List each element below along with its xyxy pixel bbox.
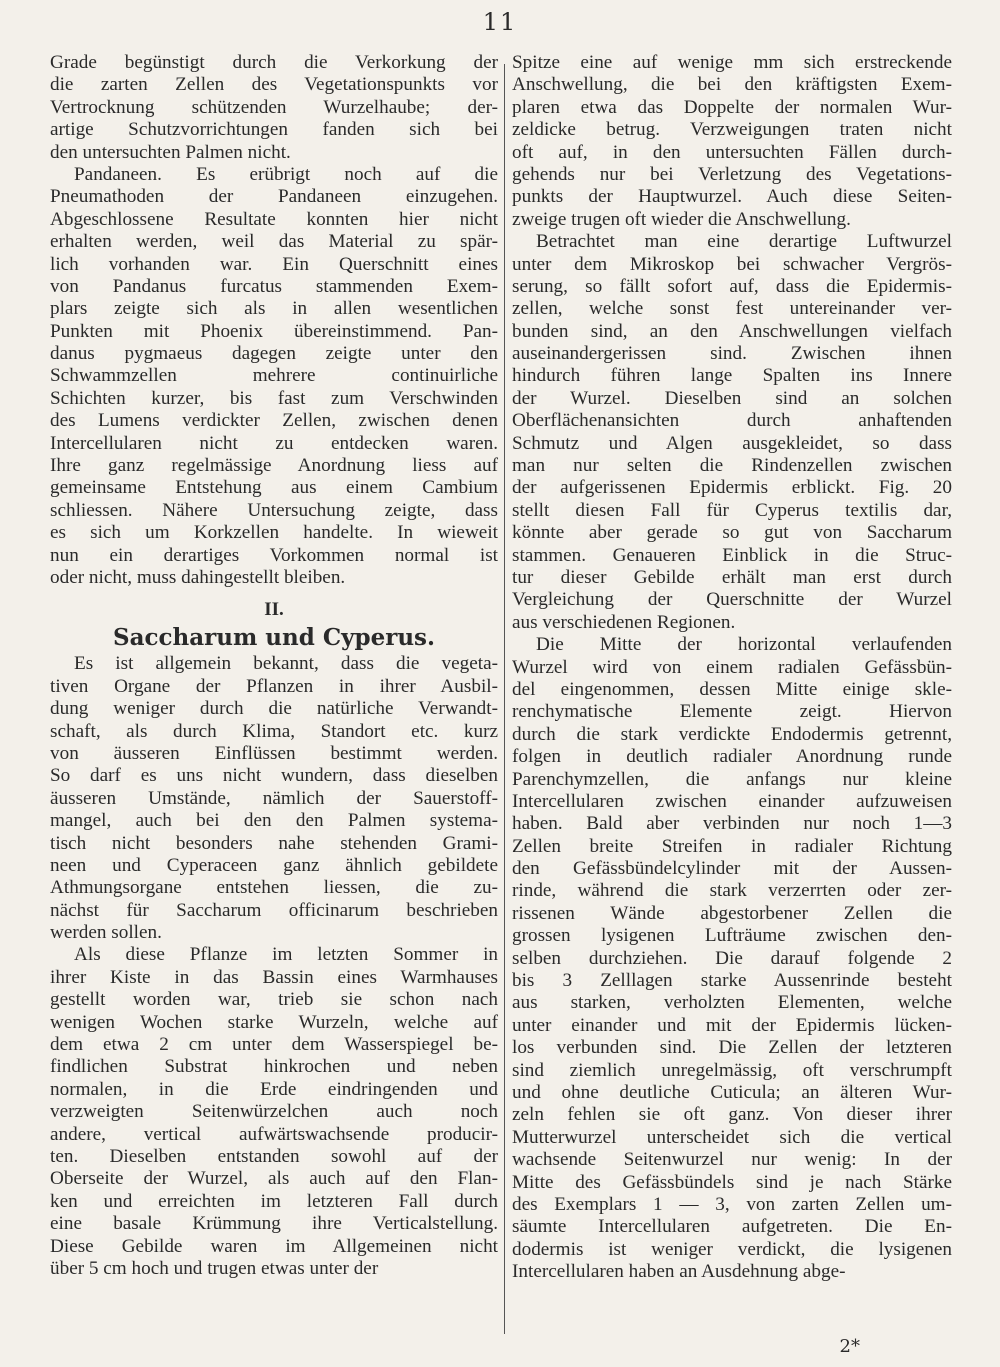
text-line: Pneumathoden der Pandaneen einzugehen. bbox=[50, 186, 498, 208]
text-line: man nur selten die Rindenzellen zwischen bbox=[512, 455, 952, 477]
text-line: serung, so fällt sofort auf, dass die Epidermis- bbox=[512, 275, 952, 297]
text-line: nächst für Saccharum officinarum beschrieben bbox=[50, 899, 498, 921]
text-line: dodermis ist weniger verdickt, die lysigenen bbox=[512, 1238, 952, 1260]
text-line: tur dieser Gebilde erhält man erst durch bbox=[512, 566, 952, 588]
text-line: wachsende Seitenwurzel nur wenig: In der bbox=[512, 1149, 952, 1171]
text-line: mangel, auch bei den den Palmen systema- bbox=[50, 810, 498, 832]
text-line: des Lumens verdickter Zellen, zwischen denen bbox=[50, 410, 498, 432]
text-line: wenigen Wochen starke Wurzeln, welche auf bbox=[50, 1011, 498, 1033]
text-line: artige Schutzvorrichtungen fanden sich bei bbox=[50, 119, 498, 141]
text-line: es sich um Korkzellen handelte. In wieweit bbox=[50, 522, 498, 544]
text-line: punkts der Hauptwurzel. Auch diese Seiten- bbox=[512, 186, 952, 208]
text-line: von äusseren Einflüssen bestimmt werden. bbox=[50, 742, 498, 764]
paragraph-cross-section bbox=[512, 634, 952, 1283]
text-line: dem etwa 2 cm unter dem Wasserspiegel be- bbox=[50, 1034, 498, 1056]
text-line: rissenen Wände abgestorbener Zellen die bbox=[512, 902, 952, 924]
text-line: von Pandanus furcatus stammenden Exem- bbox=[50, 275, 498, 297]
text-line: bunden sind, an den Anschwellungen vielfach bbox=[512, 320, 952, 342]
text-line: sind ziemlich unregelmässig, oft verschrumpft bbox=[512, 1059, 952, 1081]
text-line: plars zeigte sich als in allen wesentlichen bbox=[50, 298, 498, 320]
text-line: hindurch führen lange Spalten ins Innere bbox=[512, 365, 952, 387]
text-line: Mutterwurzel unterscheidet sich die vertical bbox=[512, 1126, 952, 1148]
text-line: der Wurzel. Dieselben sind an solchen bbox=[512, 387, 952, 409]
paragraph-saccharum bbox=[50, 944, 498, 1280]
text-line: unter dem Mikroskop bei schwacher Vergrös- bbox=[512, 253, 952, 275]
text-line: Vergleichung der Querschnitte der Wurzel bbox=[512, 589, 952, 611]
text-line: oder nicht, muss dahingestellt bleiben. bbox=[50, 566, 346, 588]
text-line: haben. Bald aber verbinden nur noch 1—3 bbox=[512, 813, 952, 835]
text-line: erhalten werden, weil das Material zu spär- bbox=[50, 231, 498, 253]
text-line: rinde, während die stark verzerrten oder zer- bbox=[512, 880, 952, 902]
text-line: aus verschiedenen Regionen. bbox=[512, 611, 736, 633]
text-line: Intercellularen haben an Ausdehnung abge- bbox=[512, 1261, 846, 1283]
text-line: neen und Cyperaceen ganz ähnlich gebildete bbox=[50, 854, 498, 876]
text-line: zweige trugen oft wieder die Anschwellung. bbox=[512, 208, 851, 230]
text-line: oft auf, in den untersuchten Fällen durch- bbox=[512, 141, 952, 163]
text-line: Betrachtet man eine derartige Luftwurzel bbox=[536, 231, 952, 253]
text-line: ten. Dieselben entstanden sowohl auf der bbox=[50, 1145, 498, 1167]
column-divider bbox=[504, 64, 505, 1334]
text-line: Zellen breite Streifen in radialer Richtung bbox=[512, 835, 952, 857]
text-line: der aufgerissenen Epidermis erblickt. Fig. 20 bbox=[512, 477, 952, 499]
text-line: gemeinsame Entstehung aus einem Cambium bbox=[50, 477, 498, 499]
text-line: So darf es uns nicht wundern, dass dieselben bbox=[50, 765, 498, 787]
text-line: danus pygmaeus dagegen zeigte unter den bbox=[50, 343, 498, 365]
page-number: 11 bbox=[482, 8, 518, 36]
text-line: ihrer Kiste in das Bassin eines Warmhauses bbox=[50, 966, 498, 988]
text-line: Vertrocknung schützenden Wurzelhaube; der- bbox=[50, 96, 498, 118]
text-line: stammen. Genaueren Einblick in die Struc- bbox=[512, 544, 952, 566]
text-line: selben durchziehen. Die darauf folgende 2 bbox=[512, 947, 952, 969]
text-line: gehends nur bei Verletzung des Vegetations- bbox=[512, 163, 952, 185]
text-line: Spitze eine auf wenige mm sich erstreckende bbox=[512, 52, 952, 73]
text-line: schaft, als durch Klima, Standort etc. kurz bbox=[50, 720, 498, 742]
text-line: findlichen Substrat hinkrochen und neben bbox=[50, 1056, 498, 1078]
text-line: Schwammzellen mehrere continuirliche bbox=[50, 365, 498, 387]
text-line: Ihre ganz regelmässige Anordnung liess auf bbox=[50, 455, 498, 477]
text-line: folgen in deutlich radialer Anordnung runde bbox=[512, 746, 952, 768]
signature-mark: 2* bbox=[839, 1336, 860, 1357]
text-line: Die Mitte der horizontal verlaufenden bbox=[536, 634, 952, 656]
text-line: Athmungsorgane entstehen liessen, die zu- bbox=[50, 877, 498, 899]
paragraph-introduction bbox=[50, 653, 498, 944]
text-line: tiven Organe der Pflanzen in ihrer Ausbil- bbox=[50, 675, 498, 697]
text-line: über 5 cm hoch und trugen etwas unter der bbox=[50, 1257, 379, 1279]
text-line: auseinandergerissen sind. Zwischen ihnen bbox=[512, 343, 952, 365]
text-line: unter einander und mit der Epidermis lücken- bbox=[512, 1014, 952, 1036]
text-line: aus starken, verholzten Elementen, welche bbox=[512, 992, 952, 1014]
text-line: ken und erreichten im letzteren Fall durch bbox=[50, 1190, 498, 1212]
text-line: Schichten kurzer, bis fast zum Verschwinden bbox=[50, 387, 498, 409]
text-line: los verbunden sind. Die Zellen der letzteren bbox=[512, 1037, 952, 1059]
section-title: Saccharum und Cyperus. bbox=[112, 624, 436, 652]
text-line: die zarten Zellen des Vegetationspunkts vor bbox=[50, 74, 498, 96]
text-line: äusseren Umstände, nämlich der Sauerstoff- bbox=[50, 787, 498, 809]
text-line: normalen, in die Erde eindringenden und bbox=[50, 1078, 498, 1100]
left-column bbox=[50, 52, 498, 1280]
text-line: Anschwellung, die bei den kräftigsten Exem- bbox=[512, 74, 952, 96]
text-line: des Exemplars 1 — 3, von zarten Zellen um- bbox=[512, 1193, 952, 1215]
text-line: Oberflächenansichten durch anhaftenden bbox=[512, 410, 952, 432]
text-line: stellt diesen Fall für Cyperus textilis dar, bbox=[512, 499, 952, 521]
text-line: Es ist allgemein bekannt, dass die vegeta- bbox=[74, 653, 498, 675]
text-line: eine basale Krümmung ihre Verticalstellung. bbox=[50, 1213, 498, 1235]
text-line: Schmutz und Algen ausgekleidet, so dass bbox=[512, 432, 952, 454]
text-line: renchymatische Elemente zeigt. Hiervon bbox=[512, 701, 952, 723]
text-line: werden sollen. bbox=[50, 922, 162, 944]
text-line: Oberseite der Wurzel, als auch auf den Flan- bbox=[50, 1168, 498, 1190]
text-line: gestellt worden war, trieb sie schon nach bbox=[50, 989, 498, 1011]
text-line: den Gefässbündelcylinder mit der Aussen- bbox=[512, 858, 952, 880]
text-line: zellen, welche sonst fest untereinander ver- bbox=[512, 298, 952, 320]
text-line: andere, vertical aufwärtswachsende producir- bbox=[50, 1123, 498, 1145]
text-line: Diese Gebilde waren im Allgemeinen nicht bbox=[50, 1235, 498, 1257]
text-line: Intercellularen nicht zu entdecken waren. bbox=[50, 432, 498, 454]
text-line: dung weniger durch die natürliche Verwandt- bbox=[50, 698, 498, 720]
text-line: Abgeschlossene Resultate konnten hier nicht bbox=[50, 208, 498, 230]
text-line: schliessen. Nähere Untersuchung zeigte, dass bbox=[50, 499, 498, 521]
text-line: Intercellularen zwischen einander aufzuweisen bbox=[512, 790, 952, 812]
text-line: tisch nicht besonders nahe stehenden Grami- bbox=[50, 832, 498, 854]
text-line: säumte Intercellularen aufgetreten. Die En- bbox=[512, 1216, 952, 1238]
text-line: Punkten mit Phoenix übereinstimmend. Pan- bbox=[50, 320, 498, 342]
text-line: durch die stark verdickte Endodermis getrennt, bbox=[512, 723, 952, 745]
text-line: verzweigten Seitenwürzelchen auch noch bbox=[50, 1101, 498, 1123]
right-column bbox=[512, 52, 952, 1283]
text-line: könnte aber gerade so gut von Saccharum bbox=[512, 522, 952, 544]
text-line: Parenchymzellen, die anfangs nur kleine bbox=[512, 768, 952, 790]
text-line: Als diese Pflanze im letzten Sommer in bbox=[74, 944, 498, 966]
section-number: II. bbox=[264, 599, 284, 621]
text-line: zeldicke betrug. Verzweigungen traten nicht bbox=[512, 119, 952, 141]
paragraph-microscope bbox=[512, 231, 952, 634]
text-line: del eingenommen, dessen Mitte einige skle- bbox=[512, 678, 952, 700]
text-line: zeln fehlen sie oft ganz. Von dieser ihrer bbox=[512, 1104, 952, 1126]
text-line: Pandaneen. Es erübrigt noch auf die bbox=[74, 163, 498, 185]
text-line: Grade begünstigt durch die Verkorkung der bbox=[50, 52, 498, 73]
text-line: den untersuchten Palmen nicht. bbox=[50, 141, 291, 163]
text-line: plaren etwa das Doppelte der normalen Wur- bbox=[512, 96, 952, 118]
paragraph-pandaneen bbox=[50, 164, 498, 589]
text-line: bis 3 Zelllagen starke Aussenrinde besteht bbox=[512, 970, 952, 992]
text-line: Wurzel wird von einem radialen Gefässbün- bbox=[512, 656, 952, 678]
text-line: grossen lysigenen Lufträume zwischen den- bbox=[512, 925, 952, 947]
text-line: lich vorhanden war. Ein Querschnitt eines bbox=[50, 253, 498, 275]
text-line: Mitte des Gefässbündels sind je nach Stärke bbox=[512, 1171, 952, 1193]
paragraph-swelling bbox=[512, 52, 952, 231]
paragraph-palmen-end bbox=[50, 52, 498, 164]
text-line: und ohne deutliche Cuticula; an älteren Wur- bbox=[512, 1081, 952, 1103]
text-line: nun ein derartiges Vorkommen normal ist bbox=[50, 544, 498, 566]
